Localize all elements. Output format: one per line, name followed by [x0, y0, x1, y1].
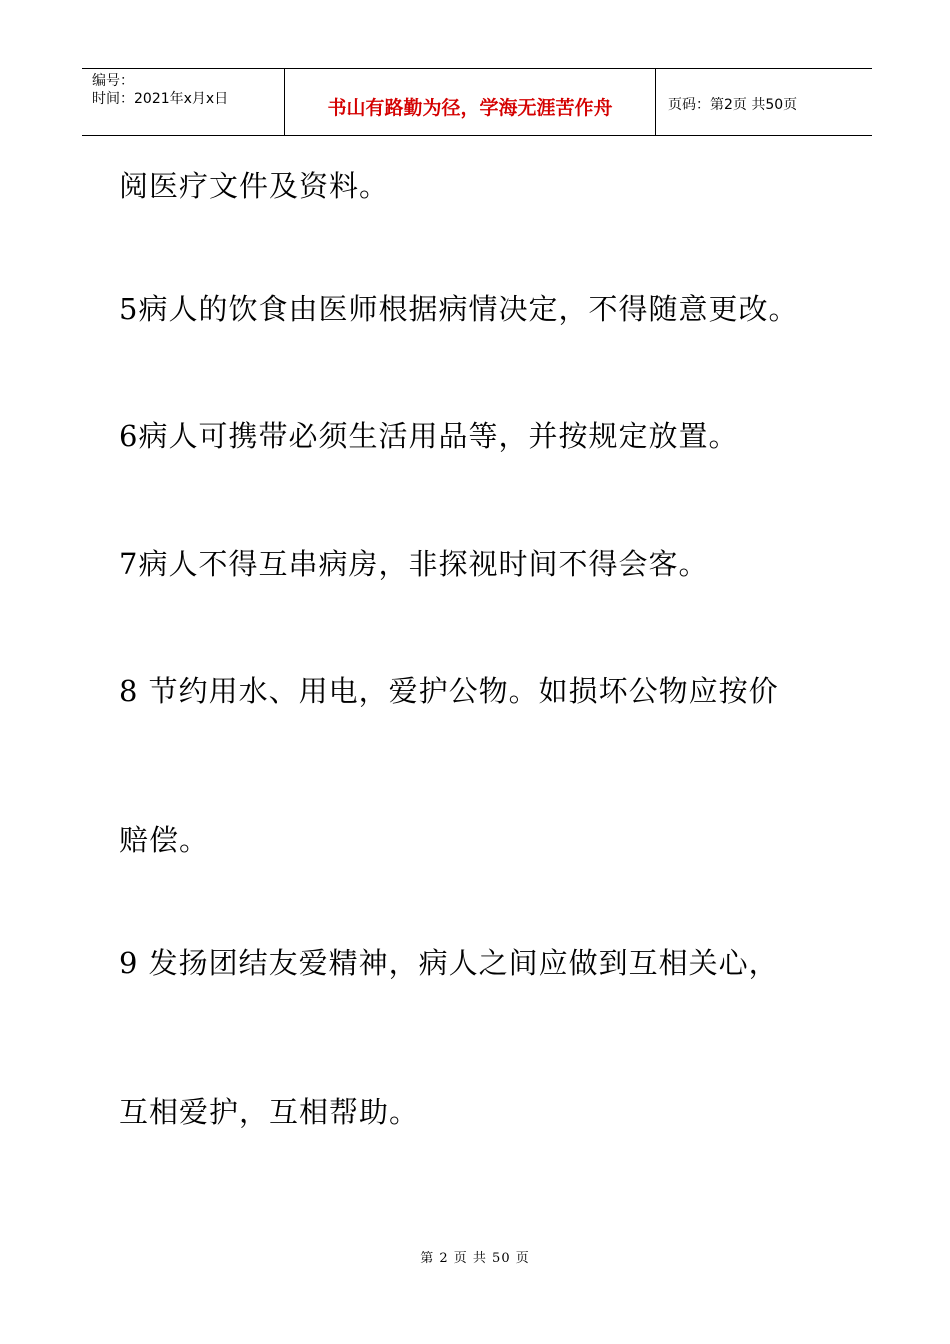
paragraph-line: 8 节约用水、用电，爱护公物。如损坏公物应按价 — [119, 674, 779, 708]
page-footer: 第 2 页 共 50 页 — [420, 1251, 530, 1266]
paragraph-line: 5病人的饮食由医师根据病情决定，不得随意更改。 — [119, 292, 799, 326]
paragraph-line: 赔偿。 — [119, 823, 210, 857]
header-motto: 书山有路勤为径，学海无涯苦作舟 — [327, 97, 613, 119]
header-meta-cell — [82, 69, 284, 135]
paragraph-line: 阅医疗文件及资料。 — [119, 169, 390, 203]
header-motto-cell — [284, 69, 656, 135]
header-page-info: 页码：第2页 共50页 — [668, 97, 798, 113]
document-number-label: 编号： — [92, 73, 134, 89]
header-page-cell — [656, 69, 872, 135]
paragraph-line: 7病人不得互串病房，非探视时间不得会客。 — [119, 547, 709, 581]
paragraph-line: 9 发扬团结友爱精神，病人之间应做到互相关心， — [119, 946, 779, 980]
paragraph-line: 互相爱护，互相帮助。 — [119, 1095, 420, 1129]
document-header — [82, 68, 872, 136]
paragraph-line: 6病人可携带必须生活用品等，并按规定放置。 — [119, 419, 739, 453]
document-date-label: 时间：2021年x月x日 — [92, 91, 229, 107]
